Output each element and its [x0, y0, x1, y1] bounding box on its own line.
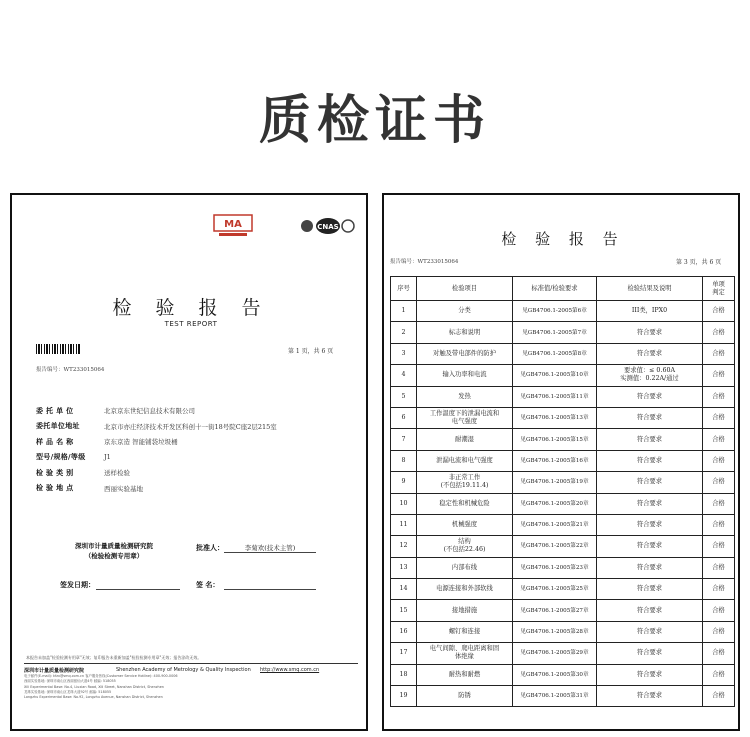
institute-name [48, 541, 180, 561]
verdict-cell: 合格 [703, 600, 735, 621]
verdict-cell: 合格 [703, 450, 735, 471]
test-requirement-cell: 见GB4706.1-2005第10章 [513, 365, 597, 386]
row-number-cell: 8 [391, 450, 417, 471]
report-title: 检 验 报 告 [112, 297, 270, 319]
client-info [36, 403, 356, 496]
row-number-cell: 1 [391, 301, 417, 322]
info-row [36, 450, 356, 466]
table-row [391, 664, 735, 685]
cma-logo-text: MA [224, 219, 242, 230]
verdict-cell: 合格 [703, 686, 735, 707]
test-requirement-cell: 见GB4706.1-2005第15章 [513, 429, 597, 450]
cma-logo-icon [213, 214, 253, 238]
footer-line: Longzhu Experimental Base: No.92, Longzhu Avenue, Nanshan District, Shenzhen [24, 695, 163, 700]
table-row [391, 514, 735, 535]
row-number-cell: 19 [391, 686, 417, 707]
row-number-cell: 14 [391, 579, 417, 600]
table-row [391, 557, 735, 578]
barcode-icon [36, 344, 80, 354]
info-row [36, 481, 356, 497]
test-result-cell: 符合要求 [597, 621, 703, 642]
test-item-cell: 防锈 [417, 686, 513, 707]
test-requirement-cell: 见GB4706.1-2005第7章 [513, 322, 597, 343]
row-number-cell: 6 [391, 407, 417, 428]
test-item-cell: 分类 [417, 301, 513, 322]
row-number-cell: 13 [391, 557, 417, 578]
test-requirement-cell: 见GB4706.1-2005第6章 [513, 301, 597, 322]
info-value: 北京京东世纪信息技术有限公司 [104, 407, 195, 416]
test-requirement-cell: 见GB4706.1-2005第23章 [513, 557, 597, 578]
page-indicator: 第 3 页，共 6 页 [676, 259, 722, 266]
footer-divider [24, 663, 358, 664]
test-item-cell: 机械强度 [417, 514, 513, 535]
test-requirement-cell: 见GB4706.1-2005第20章 [513, 493, 597, 514]
row-number-cell: 17 [391, 643, 417, 664]
approver-value: 李菊欢(技术主管) [224, 543, 316, 553]
table-row [391, 472, 735, 493]
test-requirement-cell: 见GB4706.1-2005第28章 [513, 621, 597, 642]
table-row [391, 579, 735, 600]
page-indicator: 第 1 页，共 6 页 [288, 348, 334, 355]
info-label: 委 托 单 位 [36, 406, 74, 415]
info-row [36, 419, 356, 435]
test-requirement-cell: 见GB4706.1-2005第16章 [513, 450, 597, 471]
test-item-cell: 电源连接和外部软线 [417, 579, 513, 600]
test-item-cell: 输入功率和电流 [417, 365, 513, 386]
row-number-cell: 11 [391, 514, 417, 535]
info-value: J1 [104, 453, 111, 462]
report-results-page [382, 193, 740, 731]
test-result-cell: 符合要求 [597, 579, 703, 600]
table-row [391, 343, 735, 364]
table-row [391, 643, 735, 664]
test-result-cell: 符合要求 [597, 557, 703, 578]
table-row [391, 386, 735, 407]
test-item-cell: 非正常工作 (不包括19.11.4) [417, 472, 513, 493]
row-number-cell: 3 [391, 343, 417, 364]
test-result-cell: 符合要求 [597, 536, 703, 557]
row-number-cell: 16 [391, 621, 417, 642]
test-item-cell: 电气间隙、爬电距离和固 体绝缘 [417, 643, 513, 664]
test-requirement-cell: 见GB4706.1-2005第31章 [513, 686, 597, 707]
report-title: 检 验 报 告 [501, 230, 625, 248]
report-number: 报告编号：WT233015064 [390, 259, 459, 265]
test-result-cell: 符合要求 [597, 600, 703, 621]
institute-line: 深圳市计量质量检测研究院 [75, 542, 153, 550]
test-requirement-cell: 见GB4706.1-2005第8章 [513, 343, 597, 364]
info-label: 样 品 名 称 [36, 437, 74, 446]
column-header: 序号 [391, 277, 417, 301]
table-row [391, 600, 735, 621]
footnote: 本报告未加盖"检验检测专用章"无效；复印报告未重新加盖"检验检测专用章"无效；报告涂改无效。 [26, 655, 202, 660]
test-result-cell: 符合要求 [597, 407, 703, 428]
test-result-cell: 要求值：≤ 0.60A 实测值：0.22A/通过 [597, 365, 703, 386]
test-requirement-cell: 见GB4706.1-2005第25章 [513, 579, 597, 600]
cnas-logo-icon [300, 214, 356, 238]
test-result-cell: 符合要求 [597, 472, 703, 493]
table-row [391, 493, 735, 514]
test-item-cell: 接地措施 [417, 600, 513, 621]
test-result-cell: 符合要求 [597, 386, 703, 407]
verdict-cell: 合格 [703, 514, 735, 535]
test-requirement-cell: 见GB4706.1-2005第19章 [513, 472, 597, 493]
table-row [391, 450, 735, 471]
signature-line [224, 589, 316, 590]
footer-website-link[interactable]: http://www.smq.com.cn [260, 667, 320, 673]
test-result-cell: 符合要求 [597, 686, 703, 707]
table-header-row [391, 277, 735, 301]
table-row [391, 621, 735, 642]
test-result-cell: 符合要求 [597, 664, 703, 685]
approver-label: 批准人： [196, 544, 224, 552]
verdict-cell: 合格 [703, 322, 735, 343]
footer-line: 西丽实验基地: 深圳市南山区西丽留仙大道4号 邮编: 518055 [24, 679, 116, 684]
cnas-logo-text: CNAS [317, 223, 339, 231]
footer-line: Xili Experimental Base: No.4, Liuxian Road, Xili Street, Nanshan District, Shenzhen [24, 684, 164, 689]
verdict-cell: 合格 [703, 472, 735, 493]
test-result-cell: III类，IPX0 [597, 301, 703, 322]
verdict-cell: 合格 [703, 643, 735, 664]
info-value: 京东京造 智能铺袋垃圾桶 [104, 438, 178, 447]
row-number-cell: 10 [391, 493, 417, 514]
table-row [391, 322, 735, 343]
test-result-cell: 符合要求 [597, 643, 703, 664]
table-row [391, 365, 735, 386]
verdict-cell: 合格 [703, 579, 735, 600]
footer-org: 深圳市计量质量检测研究院 [24, 668, 85, 674]
info-label: 型号/规格/等级 [36, 453, 86, 462]
report-cover-page [10, 193, 368, 731]
verdict-cell: 合格 [703, 407, 735, 428]
row-number-cell: 9 [391, 472, 417, 493]
test-requirement-cell: 见GB4706.1-2005第22章 [513, 536, 597, 557]
verdict-cell: 合格 [703, 386, 735, 407]
column-header: 检验项目 [417, 277, 513, 301]
info-row [36, 434, 356, 450]
test-item-cell: 耐热和耐燃 [417, 664, 513, 685]
test-requirement-cell: 见GB4706.1-2005第21章 [513, 514, 597, 535]
info-label: 检 验 地 点 [36, 484, 74, 493]
test-item-cell: 耐潮湿 [417, 429, 513, 450]
footer-line: 龙珠实验基地: 深圳市南山区龙珠大道92号 邮编: 518055 [24, 689, 112, 694]
test-requirement-cell: 见GB4706.1-2005第11章 [513, 386, 597, 407]
test-item-cell: 标志和说明 [417, 322, 513, 343]
info-row [36, 465, 356, 481]
verdict-cell: 合格 [703, 493, 735, 514]
report-number: 报告编号：WT233015064 [36, 367, 105, 373]
test-item-cell: 结构 (不包括22.46) [417, 536, 513, 557]
test-result-cell: 符合要求 [597, 343, 703, 364]
info-label: 委托单位地址 [36, 422, 80, 431]
test-item-cell: 内部布线 [417, 557, 513, 578]
footer-contact [24, 674, 358, 700]
verdict-cell: 合格 [703, 301, 735, 322]
test-requirement-cell: 见GB4706.1-2005第13章 [513, 407, 597, 428]
test-item-cell: 泄漏电流和电气强度 [417, 450, 513, 471]
test-item-cell: 对触及带电部件的防护 [417, 343, 513, 364]
row-number-cell: 5 [391, 386, 417, 407]
test-item-cell: 工作温度下的泄漏电流和 电气强度 [417, 407, 513, 428]
test-item-cell: 稳定性和机械危险 [417, 493, 513, 514]
institute-seal-note: （检验检测专用章） [84, 552, 144, 560]
results-table-body [391, 301, 735, 707]
info-label: 检 验 类 别 [36, 468, 74, 477]
issue-date-line [96, 589, 180, 590]
footer-line: 电子邮件(E-mail): kfzx@smq.com.cn 客户服务热线(Customer Service Hotline): 400-900-0006 [24, 674, 178, 678]
table-row [391, 301, 735, 322]
column-header: 检验结果及说明 [597, 277, 703, 301]
info-value: 北京市亦庄经济技术开发区科创十一街18号院C座2层215室 [104, 422, 277, 431]
row-number-cell: 7 [391, 429, 417, 450]
row-number-cell: 4 [391, 365, 417, 386]
row-number-cell: 12 [391, 536, 417, 557]
table-row [391, 407, 735, 428]
table-row [391, 686, 735, 707]
row-number-cell: 15 [391, 600, 417, 621]
test-requirement-cell: 见GB4706.1-2005第30章 [513, 664, 597, 685]
row-number-cell: 18 [391, 664, 417, 685]
test-result-cell: 符合要求 [597, 429, 703, 450]
footer-org-en: Shenzhen Academy of Metrology & Quality Inspection [116, 667, 251, 673]
test-item-cell: 发热 [417, 386, 513, 407]
signature-label: 签 名： [196, 581, 220, 589]
test-item-cell: 螺钉和连接 [417, 621, 513, 642]
page-title: 质检证书 [258, 91, 491, 151]
test-result-cell: 符合要求 [597, 450, 703, 471]
verdict-cell: 合格 [703, 557, 735, 578]
issue-date-label: 签发日期： [60, 581, 95, 589]
column-header: 单项 判定 [703, 277, 735, 301]
column-header: 标准值/检验要求 [513, 277, 597, 301]
verdict-cell: 合格 [703, 429, 735, 450]
test-requirement-cell: 见GB4706.1-2005第29章 [513, 643, 597, 664]
verdict-cell: 合格 [703, 365, 735, 386]
table-row [391, 429, 735, 450]
test-result-cell: 符合要求 [597, 493, 703, 514]
test-result-cell: 符合要求 [597, 322, 703, 343]
test-requirement-cell: 见GB4706.1-2005第27章 [513, 600, 597, 621]
report-subtitle: TEST REPORT [164, 320, 218, 328]
test-result-cell: 符合要求 [597, 514, 703, 535]
info-value: 送样检验 [104, 469, 130, 478]
table-row [391, 536, 735, 557]
verdict-cell: 合格 [703, 343, 735, 364]
verdict-cell: 合格 [703, 664, 735, 685]
row-number-cell: 2 [391, 322, 417, 343]
results-table [390, 276, 735, 707]
info-value: 西丽实验基地 [104, 484, 143, 493]
verdict-cell: 合格 [703, 621, 735, 642]
info-row [36, 403, 356, 419]
verdict-cell: 合格 [703, 536, 735, 557]
